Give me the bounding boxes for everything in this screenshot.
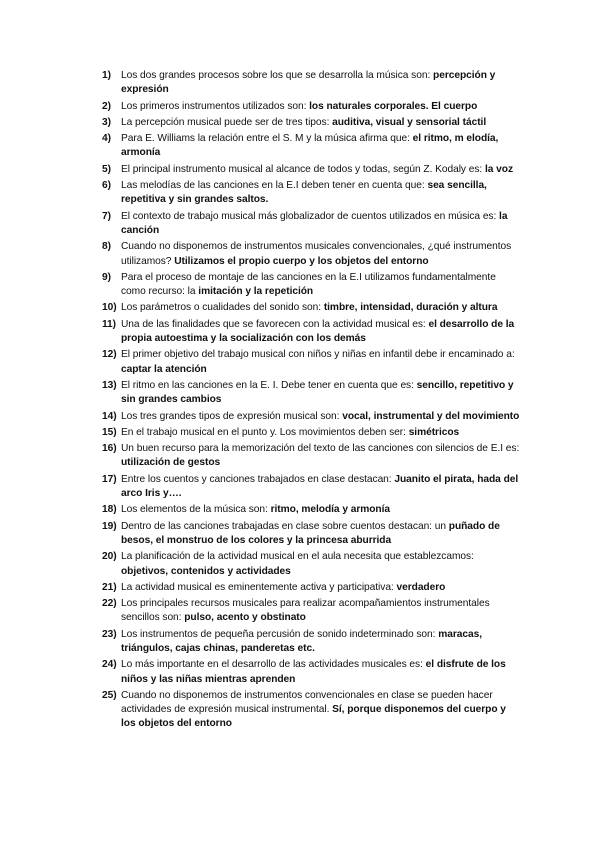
answer-text: percepción y expresión bbox=[121, 70, 496, 96]
list-item bbox=[102, 658, 522, 687]
list-item bbox=[102, 271, 522, 300]
question-text: Los instrumentos de pequeña percusión de sonido indeterminado son: bbox=[121, 628, 439, 640]
answer-text: Utilizamos el propio cuerpo y los objetos del entorno bbox=[174, 255, 429, 267]
list-item bbox=[102, 689, 522, 732]
list-item bbox=[102, 69, 522, 98]
item-number: 4) bbox=[102, 133, 111, 145]
item-number: 17) bbox=[102, 473, 117, 485]
list-item bbox=[102, 597, 522, 626]
answer-text: los naturales corporales. El cuerpo bbox=[309, 100, 478, 112]
item-number: 20) bbox=[102, 551, 117, 563]
question-text: El principal instrumento musical al alcance de todos y todas, según Z. Kodaly es: bbox=[121, 163, 485, 175]
question-text: Los dos grandes procesos sobre los que se desarrolla la música son: bbox=[121, 70, 434, 81]
item-number: 8) bbox=[102, 241, 111, 253]
list-item bbox=[102, 348, 522, 377]
answer-text: vocal, instrumental y del movimiento bbox=[342, 410, 520, 422]
question-text: Cuando no disponemos de instrumentos convencionales en clase se pueden hacer actividades de expresión musical instrumental. bbox=[121, 689, 493, 716]
item-number: 21) bbox=[102, 581, 117, 593]
list-item bbox=[102, 520, 522, 549]
list-item bbox=[102, 473, 522, 502]
answer-text: objetivos, contenidos y actividades bbox=[121, 565, 291, 577]
answer-text: maracas, triángulos, cajas chinas, panderetas etc. bbox=[121, 628, 483, 654]
answer-text: la voz bbox=[484, 163, 513, 175]
answer-text: simétricos bbox=[408, 426, 460, 438]
answer-text: verdadero bbox=[396, 581, 446, 593]
answer-text: timbre, intensidad, duración y altura bbox=[323, 302, 498, 314]
question-text: Un buen recurso para la memorización del texto de las canciones con silencios de E.I es: bbox=[121, 443, 520, 455]
answer-text: imitación y la repetición bbox=[198, 286, 314, 298]
question-text: Los elementos de la música son: bbox=[121, 504, 271, 516]
question-text: Dentro de las canciones trabajadas en clase sobre cuentos destacan: un bbox=[121, 520, 449, 532]
list-item bbox=[102, 132, 522, 161]
answer-text: pulso, acento y obstinato bbox=[184, 612, 306, 624]
question-text: Los primeros instrumentos utilizados son: bbox=[121, 100, 310, 112]
item-number: 7) bbox=[102, 210, 111, 222]
question-text: Los tres grandes tipos de expresión musical son: bbox=[121, 410, 343, 422]
list-item bbox=[102, 628, 522, 657]
answer-text: el desarrollo de la propia autoestima y la socialización con los demás bbox=[121, 318, 515, 345]
list-item bbox=[102, 550, 522, 579]
question-text: Para el proceso de montaje de las canciones en la E.I utilizamos fundamentalmente como recurso: la bbox=[121, 271, 496, 298]
item-number: 24) bbox=[102, 659, 117, 671]
question-text: La actividad musical es eminentemente activa y participativa: bbox=[121, 581, 397, 593]
list-item bbox=[102, 116, 522, 130]
item-number: 25) bbox=[102, 689, 117, 701]
list-item bbox=[102, 163, 522, 177]
item-number: 9) bbox=[102, 271, 111, 283]
item-number: 15) bbox=[102, 426, 117, 438]
item-number: 10) bbox=[102, 302, 117, 314]
item-number: 2) bbox=[102, 100, 111, 112]
list-item bbox=[102, 379, 522, 408]
item-number: 14) bbox=[102, 410, 117, 422]
answer-text: el disfrute de los niños y las niñas mientras aprenden bbox=[121, 659, 506, 685]
question-text: Las melodías de las canciones en la E.I deben tener en cuenta que: bbox=[121, 180, 428, 192]
question-text: En el trabajo musical en el punto y. Los movimientos deben ser: bbox=[121, 426, 409, 438]
item-number: 6) bbox=[102, 180, 111, 192]
question-text: Los principales recursos musicales para realizar acompañamientos instrumentales sencillos son: bbox=[121, 598, 490, 624]
item-number: 18) bbox=[102, 504, 117, 516]
list-item bbox=[102, 581, 522, 595]
question-text: Lo más importante en el desarrollo de las actividades musicales es: bbox=[121, 659, 426, 671]
list-item bbox=[102, 410, 522, 424]
list-item bbox=[102, 318, 522, 347]
question-text: El primer objetivo del trabajo musical con niños y niñas en infantil debe ir encaminado a: bbox=[121, 349, 515, 361]
list-item bbox=[102, 210, 522, 239]
item-number: 19) bbox=[102, 520, 117, 532]
item-number: 5) bbox=[102, 163, 111, 175]
question-text: El contexto de trabajo musical más globalizador de cuentos utilizados en música es: bbox=[121, 210, 500, 222]
list-item bbox=[102, 301, 522, 315]
item-number: 11) bbox=[102, 318, 117, 330]
answer-text: Juanito el pirata, hada del arco Iris y…. bbox=[121, 473, 519, 500]
list-item bbox=[102, 100, 522, 114]
item-number: 13) bbox=[102, 379, 117, 391]
list-item bbox=[102, 179, 522, 208]
question-list bbox=[102, 69, 522, 734]
answer-text: el ritmo, m elodía, armonía bbox=[121, 133, 499, 159]
answer-text: ritmo, melodía y armonía bbox=[270, 504, 390, 516]
list-item bbox=[102, 240, 522, 269]
item-number: 1) bbox=[102, 70, 111, 81]
list-item bbox=[102, 503, 522, 517]
question-text: Entre los cuentos y canciones trabajados en clase destacan: bbox=[121, 473, 395, 485]
item-number: 23) bbox=[102, 628, 117, 640]
question-text: La percepción musical puede ser de tres tipos: bbox=[121, 116, 333, 128]
item-number: 16) bbox=[102, 443, 117, 455]
answer-text: sea sencilla, repetitiva y sin grandes saltos. bbox=[121, 180, 487, 206]
list-item bbox=[102, 426, 522, 440]
question-text: Para E. Williams la relación entre el S. M y la música afirma que: bbox=[121, 133, 413, 145]
question-text: Una de las finalidades que se favorecen con la actividad musical es: bbox=[121, 318, 429, 330]
answer-text: captar la atención bbox=[121, 363, 207, 375]
answer-text: auditiva, visual y sensorial táctil bbox=[332, 116, 487, 128]
list-item bbox=[102, 442, 522, 471]
answer-text: la canción bbox=[121, 210, 508, 236]
question-text: La planificación de la actividad musical en el aula necesita que establezcamos: bbox=[121, 551, 474, 563]
item-number: 22) bbox=[102, 598, 117, 610]
question-text: El ritmo en las canciones en la E. I. Debe tener en cuenta que es: bbox=[121, 379, 417, 391]
answer-text: utilización de gestos bbox=[121, 457, 221, 469]
answer-text: sencillo, repetitivo y sin grandes cambios bbox=[121, 379, 514, 406]
item-number: 12) bbox=[102, 349, 117, 361]
item-number: 3) bbox=[102, 116, 111, 128]
question-text: Cuando no disponemos de instrumentos musicales convencionales, ¿qué instrumentos utilizamos? bbox=[121, 241, 512, 267]
answer-text: puñado de besos, el monstruo de los colores y la princesa aburrida bbox=[121, 520, 500, 546]
question-text: Los parámetros o cualidades del sonido son: bbox=[121, 302, 324, 314]
answer-text: Sí, porque disponemos del cuerpo y los objetos del entorno bbox=[121, 704, 506, 730]
